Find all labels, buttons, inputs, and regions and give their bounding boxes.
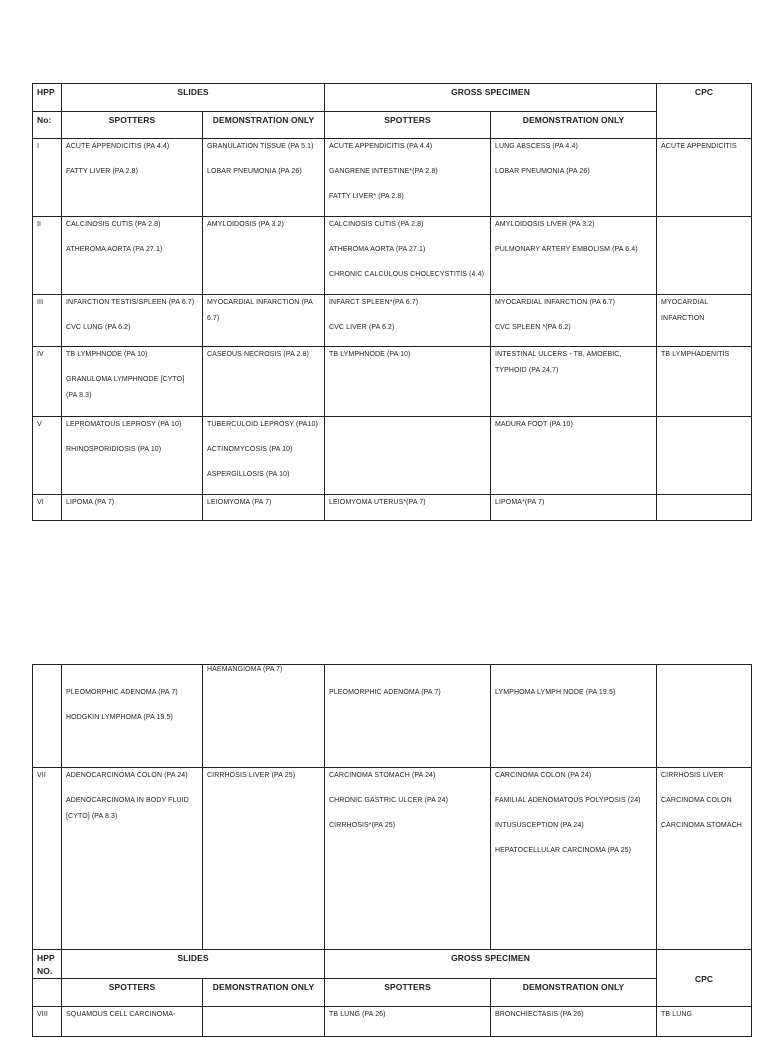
- cpc-cell: [657, 495, 752, 521]
- gross-demo: INTESTINAL ULCERS - TB, AMOEBIC, TYPHOID (PA 24.7): [491, 347, 657, 417]
- gross-spotters: TB LUNG (PA 26): [325, 1007, 491, 1037]
- slides-header: SLIDES: [62, 950, 325, 979]
- gross-demo: MADURA FOOT (PA 10): [491, 417, 657, 495]
- table-row: [33, 665, 752, 768]
- gross-spotters: CALCINOSIS CUTIS (PA 2.8) ATHEROMA AORTA (PA 27.1) CHRONIC CALCULOUS CHOLECYSTITIS (4.4): [325, 217, 491, 295]
- slide-demo: GRANULATION TISSUE (PA 5.1) LOBAR PNEUMONIA (PA 26): [203, 139, 325, 217]
- cpc-cell: ACUTE APPENDICITIS: [657, 139, 752, 217]
- slide-spotters: LIPOMA (PA 7): [62, 495, 203, 521]
- gross-spotters: ACUTE APPENDICITIS (PA 4.4) GANGRENE INTESTINE*(PA 2.8) FATTY LIVER* (PA 2.8): [325, 139, 491, 217]
- slide-spotters: TB LYMPHNODE (PA 10) GRANULOMA LYMPHNODE [CYTO] (PA 8.3): [62, 347, 203, 417]
- hpp-no-spacer: [33, 979, 62, 1007]
- row-number: II: [33, 217, 62, 295]
- cpc-cell: [657, 417, 752, 495]
- table-row: [33, 495, 752, 521]
- table-row: [33, 1007, 752, 1037]
- slide-spotters: LEPROMATOUS LEPROSY (PA 10) RHINOSPORIDIOSIS (PA 10): [62, 417, 203, 495]
- slide-spotters: CALCINOSIS CUTIS (PA 2.8) ATHEROMA AORTA (PA 27.1): [62, 217, 203, 295]
- gross-spotters: LEIOMYOMA UTERUS*(PA 7): [325, 495, 491, 521]
- gross-spotters-header: SPOTTERS: [325, 979, 491, 1007]
- cpc-cell: [657, 665, 752, 768]
- gross-spotters: PLEOMORPHIC ADENOMA (PA 7): [325, 665, 491, 768]
- table-row: [33, 139, 752, 217]
- slide-spotters: PLEOMORPHIC ADENOMA (PA 7) HODGKIN LYMPHOMA (PA 19.5): [62, 665, 203, 768]
- slide-demo: [203, 1007, 325, 1037]
- gross-spotters: INFARCT SPLEEN*(PA 6.7) CVC LIVER (PA 6.2): [325, 295, 491, 347]
- gross-demo: AMYLOIDOSIS LIVER (PA 3.2) PULMONARY ARTERY EMBOLISM (PA 6.4): [491, 217, 657, 295]
- row-number: VIII: [33, 1007, 62, 1037]
- hpp-header: HPP NO.: [33, 950, 62, 979]
- gross-spotters: [325, 417, 491, 495]
- cpc-cell: CIRRHOSIS LIVER CARCINOMA COLON CARCINOMA STOMACH: [657, 768, 752, 950]
- slide-demo: CASEOUS NECROSIS (PA 2.8): [203, 347, 325, 417]
- gross-demo: LYMPHOMA LYMPH NODE (PA 19.5): [491, 665, 657, 768]
- gross-spotters-header: SPOTTERS: [325, 112, 491, 139]
- slide-demo: HAEMANGIOMA (PA 7): [203, 665, 325, 768]
- slide-spotters: SQUAMOUS CELL CARCINOMA-: [62, 1007, 203, 1037]
- slide-demo: CIRRHOSIS LIVER (PA 25): [203, 768, 325, 950]
- table-row: [33, 347, 752, 417]
- gross-spotters: TB LYMPHNODE (PA 10): [325, 347, 491, 417]
- slide-spotters: ACUTE APPENDICITIS (PA 4.4) FATTY LIVER (PA 2.8): [62, 139, 203, 217]
- gross-demo: CARCINOMA COLON (PA 24) FAMILIAL ADENOMATOUS POLYPOSIS (24) INTUSUSCEPTION (PA 24) HEPATOCELLULAR CARCINOMA (PA 25): [491, 768, 657, 950]
- hpp-table-part1: [32, 83, 752, 521]
- hpp-header: HPP: [33, 84, 62, 112]
- cpc-cell: TB LYMPHADENITIS: [657, 347, 752, 417]
- slides-demo-header: DEMONSTRATION ONLY: [203, 112, 325, 139]
- cpc-header: CPC: [657, 84, 752, 139]
- slide-demo: MYOCARDIAL INFARCTION (PA 6.7): [203, 295, 325, 347]
- gross-specimen-header: GROSS SPECIMEN: [325, 950, 657, 979]
- table-row: [33, 295, 752, 347]
- table-row: [33, 217, 752, 295]
- slides-demo-header: DEMONSTRATION ONLY: [203, 979, 325, 1007]
- gross-demo: MYOCARDIAL INFARCTION (PA 6.7) CVC SPLEEN *(PA 6.2): [491, 295, 657, 347]
- cpc-cell: MYOCARDIAL INFARCTION: [657, 295, 752, 347]
- gross-spotters: CARCINOMA STOMACH (PA 24) CHRONIC GASTRIC ULCER (PA 24) CIRRHOSIS*(PA 25): [325, 768, 491, 950]
- slide-demo: TUBERCULOID LEPROSY (PA10) ACTINOMYCOSIS (PA 10) ASPERGILLOSIS (PA 10): [203, 417, 325, 495]
- slide-demo: LEIOMYOMA (PA 7): [203, 495, 325, 521]
- row-number: IV: [33, 347, 62, 417]
- slides-spotters-header: SPOTTERS: [62, 979, 203, 1007]
- cpc-cell: TB LUNG: [657, 1007, 752, 1037]
- row-number: I: [33, 139, 62, 217]
- hpp-no-header: No:: [33, 112, 62, 139]
- hpp-table-part2: [32, 664, 752, 950]
- slides-spotters-header: SPOTTERS: [62, 112, 203, 139]
- slides-header: SLIDES: [62, 84, 325, 112]
- gross-demo: BRONCHIECTASIS (PA 26): [491, 1007, 657, 1037]
- slide-spotters: INFARCTION TESTIS/SPLEEN (PA 6.7) CVC LUNG (PA 6.2): [62, 295, 203, 347]
- cpc-cell: [657, 217, 752, 295]
- gross-demo: LIPOMA*(PA 7): [491, 495, 657, 521]
- slide-spotters: ADENOCARCINOMA COLON (PA 24) ADENOCARCINOMA IN BODY FLUID [CYTO] (PA 8.3): [62, 768, 203, 950]
- cpc-header: CPC: [657, 950, 752, 1007]
- row-number: VII: [33, 768, 62, 950]
- row-number: III: [33, 295, 62, 347]
- gross-demo-header: DEMONSTRATION ONLY: [491, 112, 657, 139]
- gross-specimen-header: GROSS SPECIMEN: [325, 84, 657, 112]
- gross-demo: LUNG ABSCESS (PA 4.4) LOBAR PNEUMONIA (PA 26): [491, 139, 657, 217]
- row-number: [33, 665, 62, 768]
- row-number: VI: [33, 495, 62, 521]
- table-row: [33, 768, 752, 950]
- slide-demo: AMYLOIDOSIS (PA 3.2): [203, 217, 325, 295]
- row-number: V: [33, 417, 62, 495]
- gross-demo-header: DEMONSTRATION ONLY: [491, 979, 657, 1007]
- table-row: [33, 417, 752, 495]
